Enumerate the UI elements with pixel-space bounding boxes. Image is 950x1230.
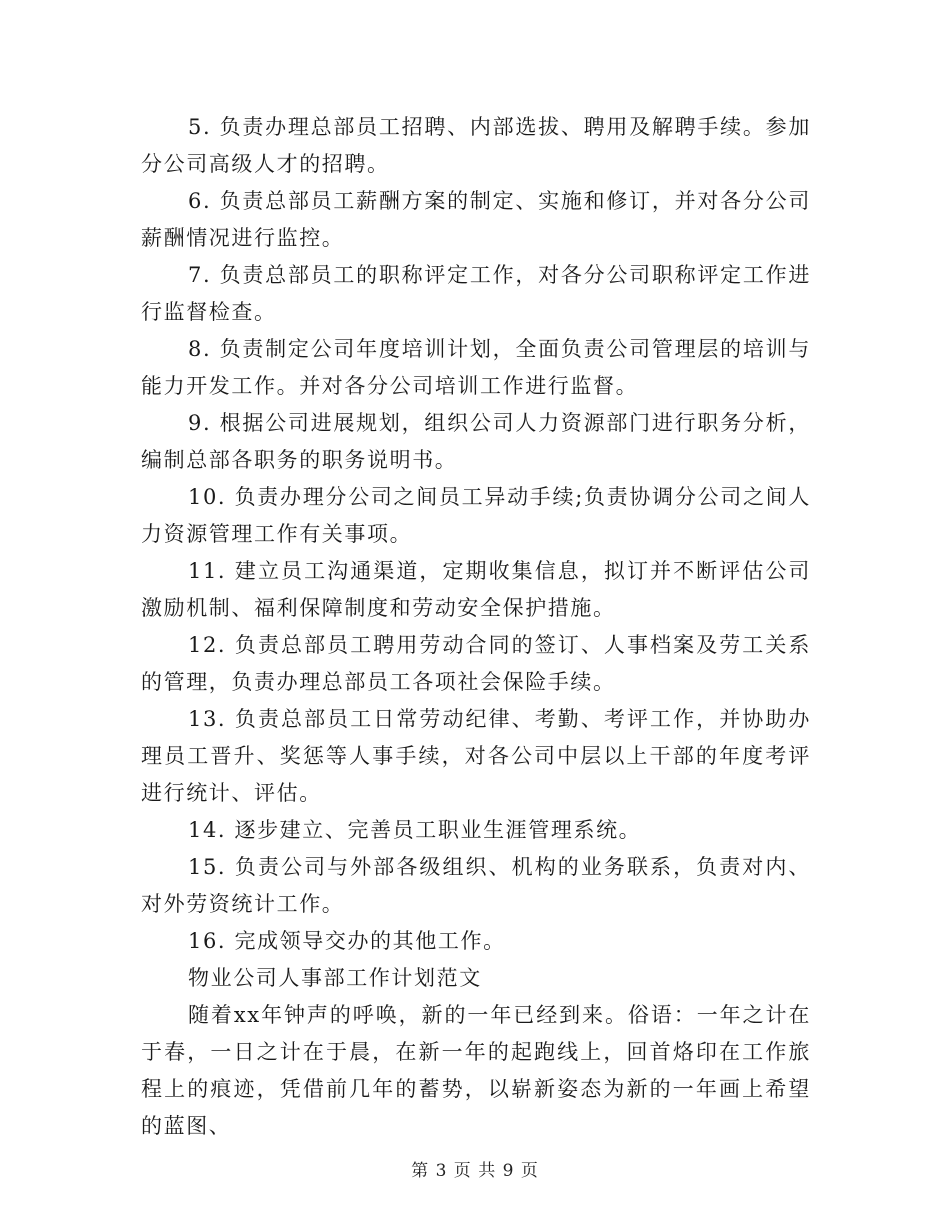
list-item: 8. 负责制定公司年度培训计划，全面负责公司管理层的培训与能力开发工作。并对各分公司培训工作进行监督。 <box>141 337 811 398</box>
list-item: 14. 逐步建立、完善员工职业生涯管理系统。 <box>188 818 642 842</box>
page-number: 第 3 页 共 9 页 <box>411 1161 539 1181</box>
list-item: 7. 负责总部员工的职称评定工作，对各分公司职称评定工作进行监督检查。 <box>141 263 811 324</box>
list-item: 13. 负责总部员工日常劳动纪律、考勤、考评工作，并协助办理员工晋升、奖惩等人事手续，对各公司中层以上干部的年度考评进行统计、评估。 <box>141 707 811 805</box>
document-body <box>141 109 811 1145</box>
body-paragraph: 随着xx年钟声的呼唤，新的一年已经到来。俗语：一年之计在于春，一日之计在于晨，在新一年的起跑线上，回首烙印在工作旅程上的痕迹，凭借前几年的蓄势，以崭新姿态为新的一年画上希望的蓝图、 <box>141 1003 811 1138</box>
list-item: 11. 建立员工沟通渠道，定期收集信息，拟订并不断评估公司激励机制、福利保障制度和劳动安全保护措施。 <box>141 559 811 620</box>
list-item: 12. 负责总部员工聘用劳动合同的签订、人事档案及劳工关系的管理，负责办理总部员工各项社会保险手续。 <box>141 633 811 694</box>
list-item: 16. 完成领导交办的其他工作。 <box>188 929 506 953</box>
section-heading: 物业公司人事部工作计划范文 <box>188 966 482 990</box>
list-item: 5. 负责办理总部员工招聘、内部选拔、聘用及解聘手续。参加分公司高级人才的招聘。 <box>141 115 811 176</box>
list-item: 9. 根据公司进展规划，组织公司人力资源部门进行职务分析，编制总部各职务的职务说明书。 <box>141 411 811 472</box>
page-footer <box>0 1156 950 1181</box>
list-item: 15. 负责公司与外部各级组织、机构的业务联系，负责对内、对外劳资统计工作。 <box>141 855 811 916</box>
list-item: 6. 负责总部员工薪酬方案的制定、实施和修订，并对各分公司薪酬情况进行监控。 <box>141 189 811 250</box>
list-item: 10. 负责办理分公司之间员工异动手续;负责协调分公司之间人力资源管理工作有关事项。 <box>141 485 811 546</box>
